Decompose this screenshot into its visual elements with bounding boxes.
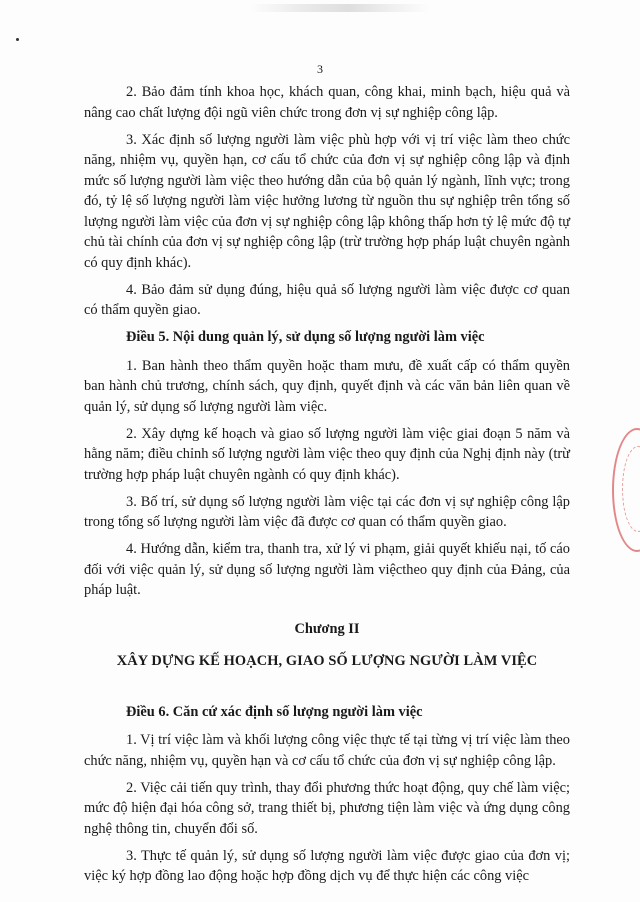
document-body <box>84 82 570 893</box>
chapter-label: Chương II <box>294 620 360 637</box>
article-heading: Điều 6. Căn cứ xác định số lượng người làm việc <box>126 703 423 720</box>
paragraph: 4. Hướng dẫn, kiểm tra, thanh tra, xử lý vi phạm, giải quyết khiếu nại, tố cáo đối với việc quản lý, sử dụng số lượng người làm việctheo quy định của Đảng, của pháp luật. <box>84 541 570 598</box>
paragraph: 4. Bảo đảm sử dụng đúng, hiệu quả số lượng người làm việc được cơ quan có thẩm quyền giao. <box>84 281 570 318</box>
chapter-heading <box>84 619 570 672</box>
scan-artifact <box>250 4 430 12</box>
paragraph: 2. Xây dựng kế hoạch và giao số lượng người làm việc giai đoạn 5 năm và hằng năm; điều chỉnh số lượng người làm việc theo quy định của Nghị định này (trừ trường hợp pháp luật chuyên ngành có quy định khác). <box>84 425 570 483</box>
scan-dot <box>16 38 19 41</box>
paragraph: 3. Bố trí, sử dụng số lượng người làm việc tại các đơn vị sự nghiệp công lập trong tổng số lượng người làm việc đã được cơ quan có thẩm quyền giao. <box>84 493 570 530</box>
paragraph: 3. Thực tế quản lý, sử dụng số lượng người làm việc được giao của đơn vị; việc ký hợp đồng lao động hoặc hợp đồng dịch vụ để thực hiện các công việc <box>84 847 570 884</box>
chapter-title: XÂY DỰNG KẾ HOẠCH, GIAO SỐ LƯỢNG NGƯỜI LÀM VIỆC <box>116 653 538 669</box>
paragraph: 1. Ban hành theo thẩm quyền hoặc tham mưu, đề xuất cấp có thẩm quyền ban hành chủ trương, chính sách, quy định, quyết định và các văn bản liên quan về quản lý, sử dụng số lượng người làm việc. <box>84 357 570 415</box>
paragraph: 2. Bảo đảm tính khoa học, khách quan, công khai, minh bạch, hiệu quả và nâng cao chất lượng đội ngũ viên chức trong đơn vị sự nghiệp công lập. <box>84 84 570 121</box>
article-heading: Điều 5. Nội dung quản lý, sử dụng số lượng người làm việc <box>126 329 485 345</box>
paragraph: 2. Việc cải tiến quy trình, thay đổi phương thức hoạt động, quy chế làm việc; mức độ hiện đại hóa công sở, trang thiết bị, phương tiện làm việc và ứng dụng công nghệ thông tin, chuyển đổi số. <box>84 779 570 837</box>
paragraph: 1. Vị trí việc làm và khối lượng công việc thực tế tại từng vị trí việc làm theo chức năng, nhiệm vụ, quyền hạn và cơ cấu tổ chức của đơn vị sự nghiệp công lập. <box>84 732 570 769</box>
page-number: 3 <box>317 62 323 76</box>
paragraph: 3. Xác định số lượng người làm việc phù hợp với vị trí việc làm theo chức năng, nhiệm vụ, quyền hạn, cơ cấu tổ chức của đơn vị sự nghiệp công lập và định mức số lượng người làm việc theo hướng dẫn của bộ quản lý ngành, lĩnh vực; trong đó, tỷ lệ số lượng người làm việc hưởng lương từ nguồn thu sự nghiệp trên tổng số lượng người làm việc của đơn vị sự nghiệp công lập không thấp hơn tỷ lệ mức độ tự chủ tài chính của đơn vị sự nghiệp công lập (trừ trường hợp pháp luật chuyên ngành có quy định khác). <box>84 131 570 271</box>
